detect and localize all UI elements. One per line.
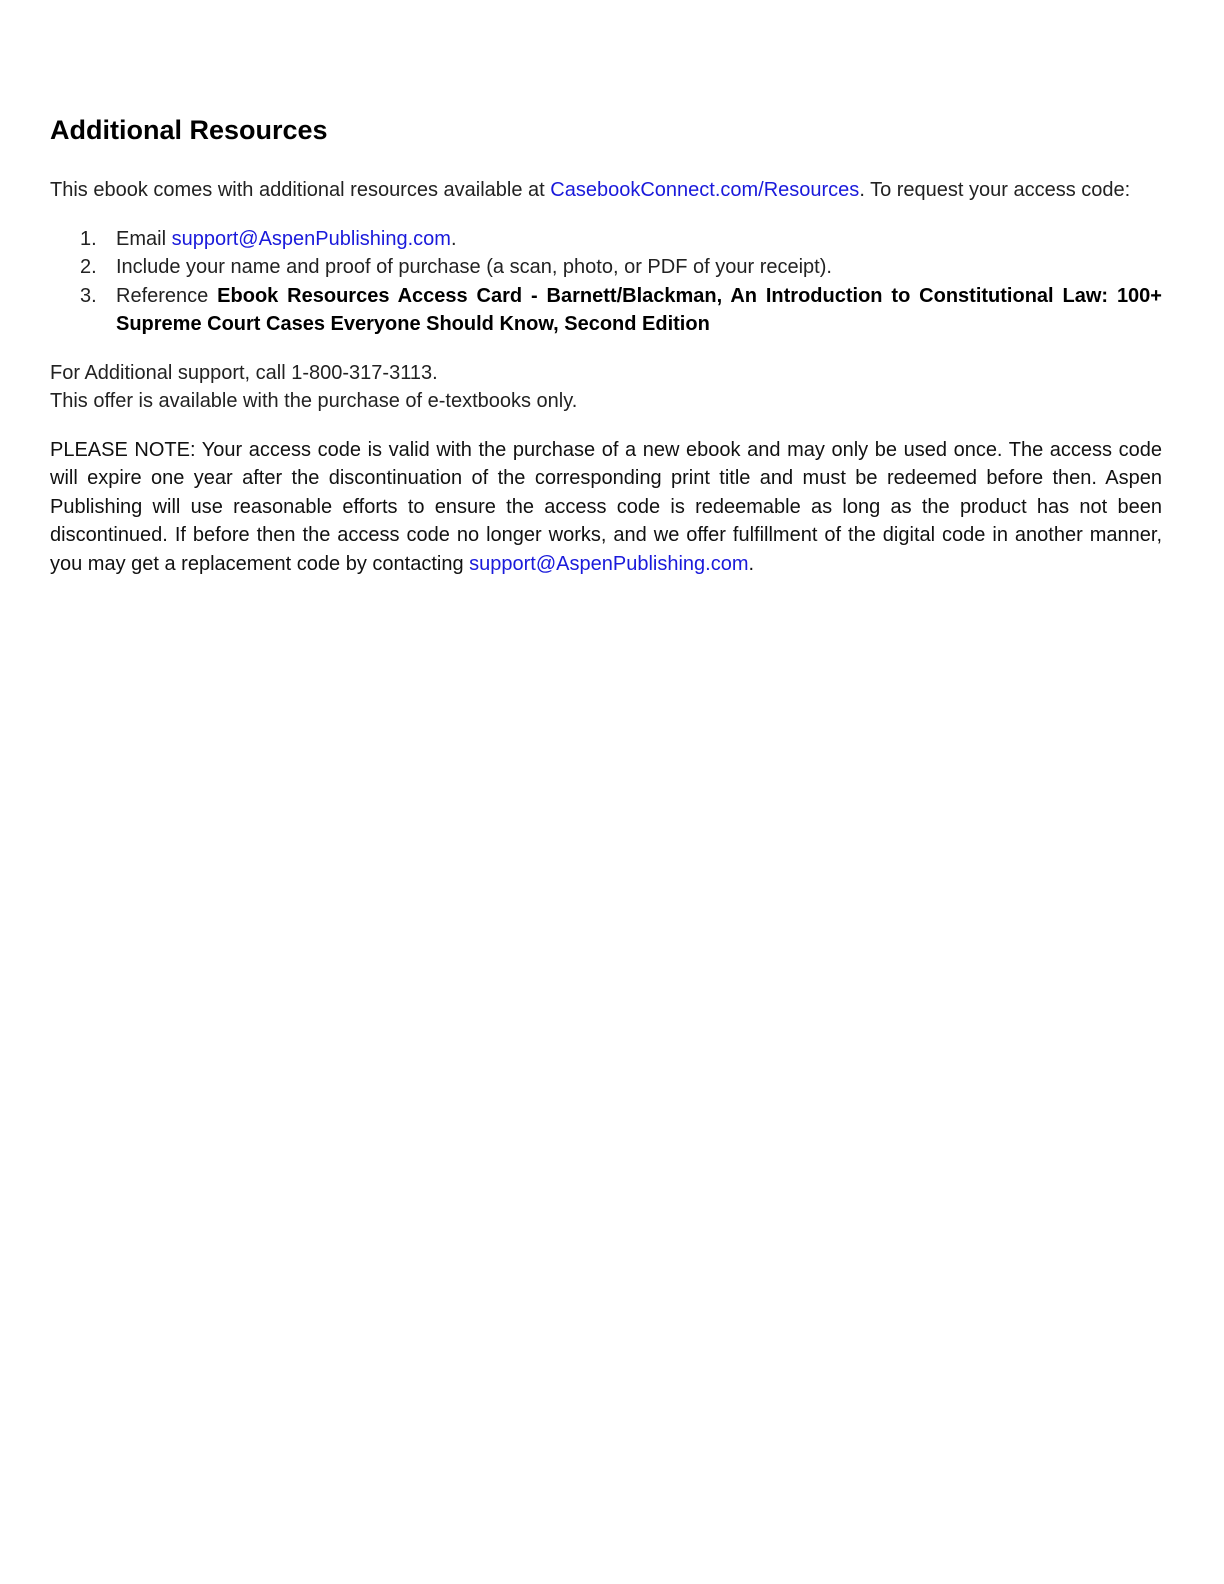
note-suffix: . (748, 552, 755, 575)
page-title: Additional Resources (50, 115, 328, 145)
list-item-number: 3. (80, 284, 97, 307)
email-suffix: . (450, 227, 457, 250)
email-prefix: Email (116, 227, 172, 250)
support-email-link[interactable]: support@AspenPublishing.com (171, 227, 451, 250)
support-block (50, 359, 1162, 416)
please-note-paragraph (50, 436, 1162, 579)
document-page (50, 110, 1162, 578)
support-email-link-note[interactable]: support@AspenPublishing.com (469, 552, 749, 575)
note-text: PLEASE NOTE: Your access code is valid with the purchase of a new ebook and may only be used once. The access code will expire one year after the discontinuation of the corresponding print title and must be redeemed before then. Aspen Publishing will use reasonable efforts to ensure the access code is redeemable as long as the product has not been discontinued. If before then the access code no longer works, and we offer fulfillment of the digital code in another manner, you may get a replacement code by contacting (50, 438, 1162, 575)
support-phone-line: For Additional support, call 1-800-317-3113. (50, 361, 438, 384)
intro-text-before: This ebook comes with additional resources available at (50, 179, 551, 201)
list-item-number: 1. (80, 227, 97, 250)
reference-prefix: Reference (116, 284, 218, 307)
intro-paragraph (50, 176, 1162, 205)
list-item-text: Include your name and proof of purchase (a scan, photo, or PDF of your receipt). (116, 256, 832, 278)
reference-title: Ebook Resources Access Card - Barnett/Blackman, An Introduction to Constitutional Law: 100+ Supreme Court Cases Everyone Should Know, Second Edition (116, 284, 1162, 335)
list-item-number: 2. (80, 256, 97, 278)
list-item (50, 225, 1162, 254)
intro-text-after: . To request your access code: (859, 179, 1131, 201)
casebook-connect-link[interactable]: CasebookConnect.com/Resources (550, 179, 860, 201)
steps-list (50, 225, 1162, 339)
list-item-text (116, 225, 1162, 254)
list-item-text (116, 282, 1162, 339)
list-item (50, 282, 1162, 339)
list-item (50, 253, 1162, 282)
offer-line: This offer is available with the purchase of e-textbooks only. (50, 390, 578, 412)
